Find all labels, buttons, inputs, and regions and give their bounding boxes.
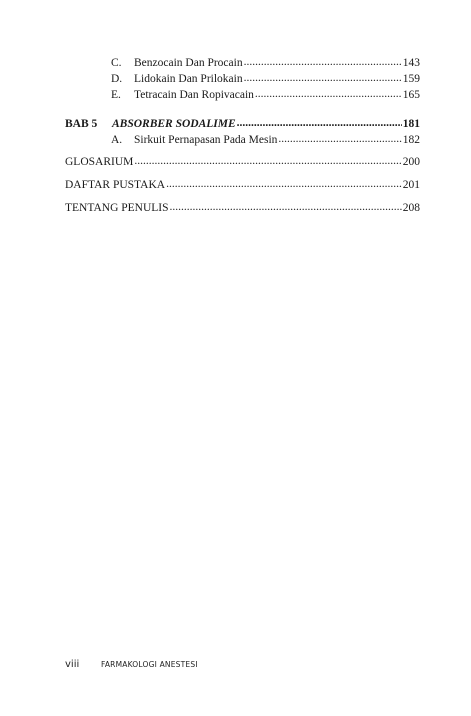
toc-entry-lidokain[interactable] [111,72,420,86]
toc-entry-title: TENTANG PENULIS [65,202,169,214]
toc-entry-glosarium[interactable] [65,155,420,169]
toc-entry-title: Tetracain Dan Ropivacain [134,89,254,101]
toc-entry-daftar-pustaka[interactable] [65,178,420,192]
toc-entry-letter: C. [111,57,122,69]
dot-leader [255,87,402,101]
toc-entry-title: Sirkuit Pernapasan Pada Mesin [134,134,278,146]
toc-entry-page: 208 [402,202,420,214]
toc-entry-page: 165 [402,89,420,101]
toc-entry-title: Benzocain Dan Procain [134,57,243,69]
dot-leader [244,71,402,85]
toc-chapter-bab5[interactable] [65,117,420,131]
toc-entry-benzocain[interactable] [111,56,420,70]
dot-leader [134,154,401,168]
toc-entry-letter: A. [111,134,123,146]
dot-leader [166,177,402,191]
toc-entry-title: DAFTAR PUSTAKA [65,179,166,191]
toc-entry-tetracain[interactable] [111,88,420,102]
toc-entry-sirkuit[interactable] [111,133,420,147]
chapter-page: 181 [402,118,420,130]
toc-entry-title: GLOSARIUM [65,156,134,168]
chapter-number: BAB 5 [65,118,98,130]
toc-entry-page: 201 [402,179,420,191]
toc-entry-page: 159 [402,73,420,85]
toc-entry-page: 143 [402,57,420,69]
dot-leader [237,116,402,130]
dot-leader [278,132,401,146]
toc-entry-letter: E. [111,89,121,101]
toc-entry-title: Lidokain Dan Prilokain [134,73,243,85]
toc-entry-tentang-penulis[interactable] [65,201,420,215]
chapter-title: ABSORBER SODALIME [112,118,236,130]
page-number: viii [65,659,80,670]
toc-entry-page: 200 [402,156,420,168]
dot-leader [170,200,402,214]
dot-leader [244,55,402,69]
running-book-title: FARMAKOLOGI ANESTESI [101,660,198,669]
toc-entry-page: 182 [402,134,420,146]
page-footer [65,659,198,670]
toc-entry-letter: D. [111,73,123,85]
